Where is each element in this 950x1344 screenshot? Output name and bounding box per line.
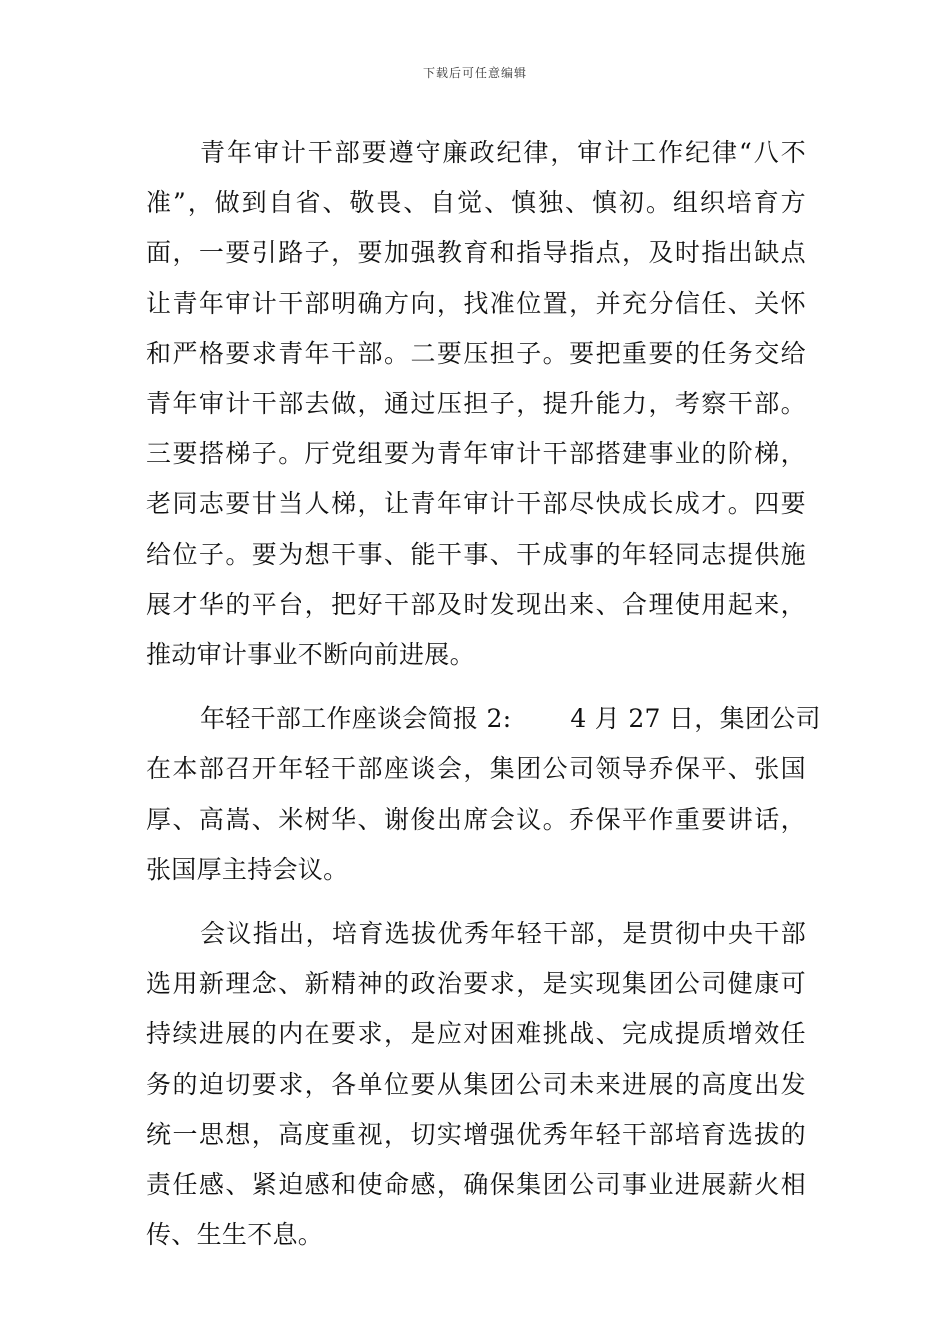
paragraph-line: 让青年审计干部明确方向，找准位置，并充分信任、关怀 xyxy=(146,288,806,318)
paragraph-line: 在本部召开年轻干部座谈会，集团公司领导乔保平、张国 xyxy=(146,754,806,784)
paragraph-line: 年轻干部工作座谈会简报 2: 4 月 27 日，集团公司 xyxy=(200,704,821,734)
paragraph-line: 会议指出，培育选拔优秀年轻干部，是贯彻中央干部 xyxy=(200,919,806,949)
page-header-note: 下载后可任意编辑 xyxy=(422,66,527,80)
paragraph-line: 青年审计干部去做，通过压担子，提升能力，考察干部。 xyxy=(146,389,806,419)
paragraph-line: 和严格要求青年干部。二要压担子。要把重要的任务交给 xyxy=(146,338,806,368)
paragraph-line: 务的迫切要求，各单位要从集团公司未来进展的高度出发 xyxy=(146,1069,806,1099)
paragraph-line: 给位子。要为想干事、能干事、干成事的年轻同志提供施 xyxy=(146,539,806,569)
paragraph-line: 责任感、紧迫感和使命感，确保集团公司事业进展薪火相 xyxy=(146,1170,806,1200)
paragraph-line: 三要搭梯子。厅党组要为青年审计干部搭建事业的阶梯， xyxy=(146,439,806,469)
paragraph-line: 展才华的平台，把好干部及时发现出来、合理使用起来， xyxy=(146,589,806,619)
paragraph-line: 持续进展的内在要求，是应对困难挑战、完成提质增效任 xyxy=(146,1019,806,1049)
document-body xyxy=(146,128,821,1260)
paragraph-line: 青年审计干部要遵守廉政纪律，审计工作纪律“八不 xyxy=(200,138,806,167)
paragraph-line: 面，一要引路子，要加强教育和指导指点，及时指出缺点 xyxy=(146,238,806,268)
paragraph-line: 传、生生不息。 xyxy=(146,1220,324,1250)
paragraph-3 xyxy=(146,909,806,1260)
paragraph-line: 张国厚主持会议。 xyxy=(146,854,349,884)
paragraph-1 xyxy=(146,128,806,680)
paragraph-2 xyxy=(146,694,821,895)
paragraph-line: 准”，做到自省、敬畏、自觉、慎独、慎初。组织培育方 xyxy=(146,188,806,218)
paragraph-line: 厚、高嵩、米树华、谢俊出席会议。乔保平作重要讲话， xyxy=(146,804,806,834)
paragraph-line: 推动审计事业不断向前进展。 xyxy=(146,640,475,670)
paragraph-line: 选用新理念、新精神的政治要求，是实现集团公司健康可 xyxy=(146,969,806,999)
paragraph-line: 老同志要甘当人梯，让青年审计干部尽快成长成才。四要 xyxy=(146,489,806,519)
paragraph-line: 统一思想，高度重视，切实增强优秀年轻干部培育选拔的 xyxy=(146,1119,806,1149)
